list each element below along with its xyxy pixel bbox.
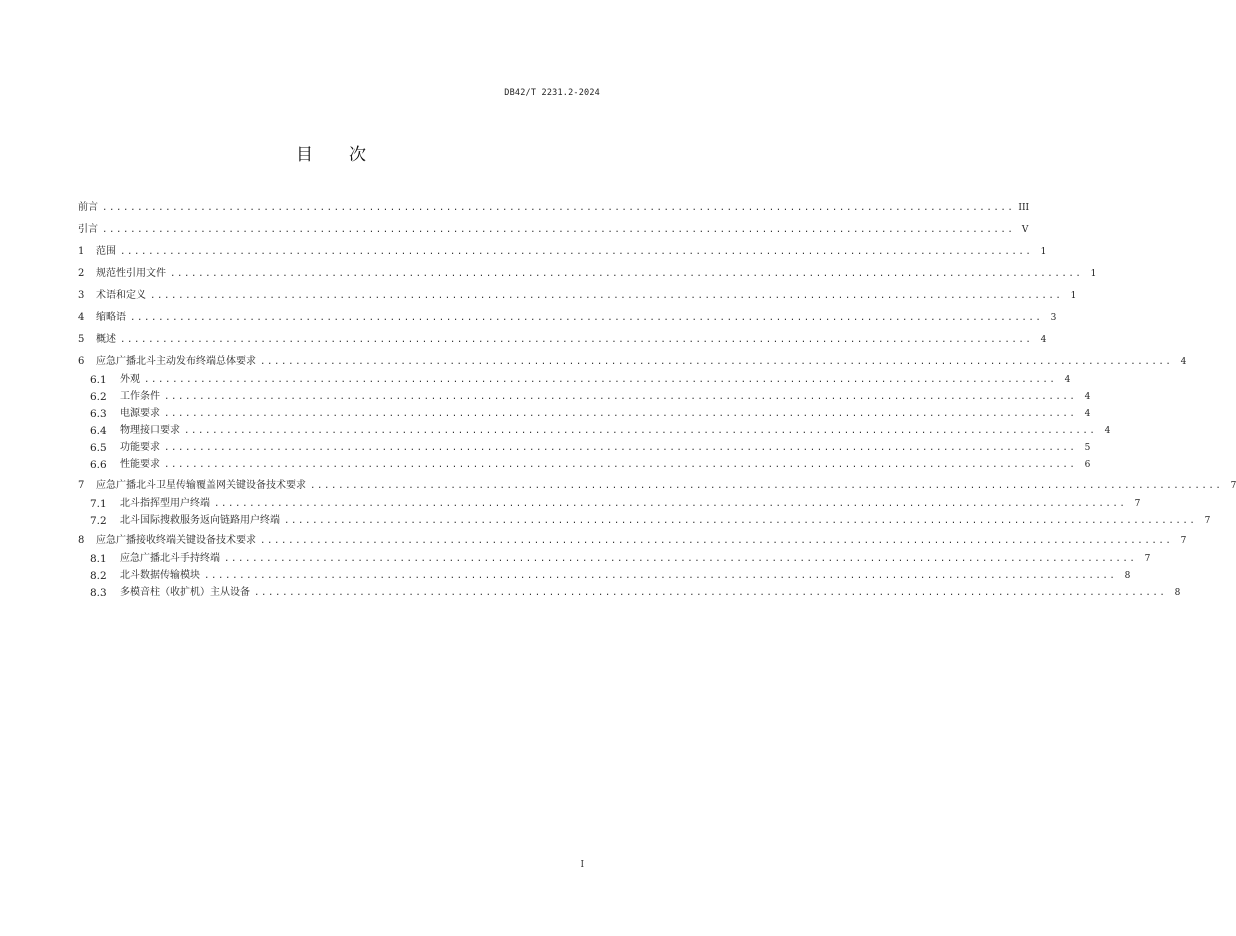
toc-page: 4 xyxy=(1084,409,1091,419)
toc-label: 缩略语 xyxy=(96,312,126,323)
toc-label: 范围 xyxy=(96,246,116,257)
toc-label: 引言 xyxy=(78,224,98,235)
toc-number: 3 xyxy=(78,290,85,301)
toc-label: 工作条件 xyxy=(120,391,160,402)
toc-label: 功能要求 xyxy=(120,442,160,453)
toc-leader: .................................................................................................................................. xyxy=(310,481,1223,491)
toc-page: 7 xyxy=(1180,536,1187,546)
toc-label: 应急广播北斗手持终端 xyxy=(120,553,220,564)
toc-page: 4 xyxy=(1040,335,1047,345)
toc-entry[interactable] xyxy=(90,568,1131,584)
toc-number: 6.5 xyxy=(90,442,107,454)
toc-page: III xyxy=(1018,203,1030,213)
toc-leader: .................................................................................................................................. xyxy=(120,335,1033,345)
toc-number: 6.3 xyxy=(90,408,107,420)
toc-page: 8 xyxy=(1174,588,1181,598)
toc-leader: .................................................................................................................................. xyxy=(164,409,1077,419)
toc-entry[interactable] xyxy=(78,478,1236,494)
page-number: I xyxy=(580,860,584,870)
toc-entry[interactable] xyxy=(78,200,1030,216)
toc-label: 物理接口要求 xyxy=(120,425,180,436)
toc-label: 外观 xyxy=(120,374,140,385)
toc-label: 术语和定义 xyxy=(96,290,146,301)
toc-page: 4 xyxy=(1104,426,1111,436)
toc-label: 规范性引用文件 xyxy=(96,268,166,279)
toc-entry[interactable] xyxy=(90,423,1111,439)
toc-leader: .................................................................................................................................. xyxy=(254,588,1167,598)
toc-leader: .................................................................................................................................. xyxy=(102,203,1015,213)
toc-page: 8 xyxy=(1124,571,1131,581)
toc-leader: .................................................................................................................................. xyxy=(144,375,1057,385)
toc-label: 应急广播北斗主动发布终端总体要求 xyxy=(96,356,256,367)
toc-label: 性能要求 xyxy=(120,459,160,470)
toc-leader: .................................................................................................................................. xyxy=(284,516,1197,526)
toc-leader: .................................................................................................................................. xyxy=(224,554,1137,564)
toc-entry[interactable] xyxy=(90,372,1071,388)
toc-entry[interactable] xyxy=(78,222,1029,238)
toc-page: 1 xyxy=(1040,247,1047,257)
toc-label: 概述 xyxy=(96,334,116,345)
toc-leader: .................................................................................................................................. xyxy=(164,392,1077,402)
toc-page: 7 xyxy=(1134,499,1141,509)
toc-entry[interactable] xyxy=(78,354,1187,370)
toc-label: 北斗国际搜救服务返向链路用户终端 xyxy=(120,515,280,526)
toc-page: 7 xyxy=(1144,554,1151,564)
toc-entry[interactable] xyxy=(78,266,1097,282)
toc-entry[interactable] xyxy=(90,551,1151,567)
toc-leader: .................................................................................................................................. xyxy=(150,291,1063,301)
document-code: DB42/T 2231.2-2024 xyxy=(504,88,600,98)
toc-entry[interactable] xyxy=(78,310,1057,326)
toc-number: 7 xyxy=(78,480,85,491)
toc-entry[interactable] xyxy=(90,406,1091,422)
toc-number: 6.2 xyxy=(90,391,107,403)
toc-leader: .................................................................................................................................. xyxy=(214,499,1127,509)
toc-page: 7 xyxy=(1230,481,1236,491)
toc-page: V xyxy=(1021,225,1029,235)
toc-leader: .................................................................................................................................. xyxy=(260,536,1173,546)
toc-label: 应急广播接收终端关键设备技术要求 xyxy=(96,535,256,546)
toc-number: 4 xyxy=(78,312,85,323)
toc-number: 6.1 xyxy=(90,374,107,386)
toc-entry[interactable] xyxy=(90,440,1091,456)
toc-entry[interactable] xyxy=(90,389,1091,405)
toc-entry[interactable] xyxy=(90,585,1181,601)
toc-label: 北斗指挥型用户终端 xyxy=(120,498,210,509)
toc-leader: .................................................................................................................................. xyxy=(170,269,1083,279)
toc-number: 1 xyxy=(78,246,85,257)
toc-number: 8.3 xyxy=(90,587,107,599)
toc-page: 5 xyxy=(1084,443,1091,453)
toc-page: 4 xyxy=(1084,392,1091,402)
toc-entry[interactable] xyxy=(78,332,1047,348)
toc-page: 4 xyxy=(1064,375,1071,385)
toc-page: 1 xyxy=(1090,269,1097,279)
toc-leader: .................................................................................................................................. xyxy=(260,357,1173,367)
toc-label: 多模音柱（收扩机）主从设备 xyxy=(120,587,250,598)
toc-number: 2 xyxy=(78,268,85,279)
toc-leader: .................................................................................................................................. xyxy=(102,225,1015,235)
toc-number: 6.6 xyxy=(90,459,107,471)
toc-page: 6 xyxy=(1084,460,1091,470)
toc-leader: .................................................................................................................................. xyxy=(120,247,1033,257)
toc-label: 应急广播北斗卫星传输覆盖网关键设备技术要求 xyxy=(96,480,306,491)
toc-entry[interactable] xyxy=(90,457,1091,473)
toc-number: 5 xyxy=(78,334,85,345)
toc-page: 3 xyxy=(1050,313,1057,323)
toc-number: 7.2 xyxy=(90,515,107,527)
toc-entry[interactable] xyxy=(78,288,1077,304)
toc-entry[interactable] xyxy=(90,513,1211,529)
toc-leader: .................................................................................................................................. xyxy=(204,571,1117,581)
title-char-2: 次 xyxy=(349,145,366,165)
toc-page: 1 xyxy=(1070,291,1077,301)
title-char-1: 目 xyxy=(296,145,313,165)
toc-label: 电源要求 xyxy=(120,408,160,419)
toc-number: 7.1 xyxy=(90,498,107,510)
toc-leader: .................................................................................................................................. xyxy=(184,426,1097,436)
toc-entry[interactable] xyxy=(90,496,1141,512)
toc-number: 6.4 xyxy=(90,425,107,437)
toc-page: 4 xyxy=(1180,357,1187,367)
toc-number: 6 xyxy=(78,356,85,367)
toc-number: 8.2 xyxy=(90,570,107,582)
toc-leader: .................................................................................................................................. xyxy=(164,443,1077,453)
toc-number: 8 xyxy=(78,535,85,546)
page-title xyxy=(0,140,662,165)
toc-page: 7 xyxy=(1204,516,1211,526)
toc-entry[interactable] xyxy=(78,533,1187,549)
toc-number: 8.1 xyxy=(90,553,107,565)
toc-entry[interactable] xyxy=(78,244,1047,260)
toc-leader: .................................................................................................................................. xyxy=(164,460,1077,470)
toc-leader: .................................................................................................................................. xyxy=(130,313,1043,323)
toc-label: 北斗数据传输模块 xyxy=(120,570,200,581)
toc-label: 前言 xyxy=(78,202,98,213)
